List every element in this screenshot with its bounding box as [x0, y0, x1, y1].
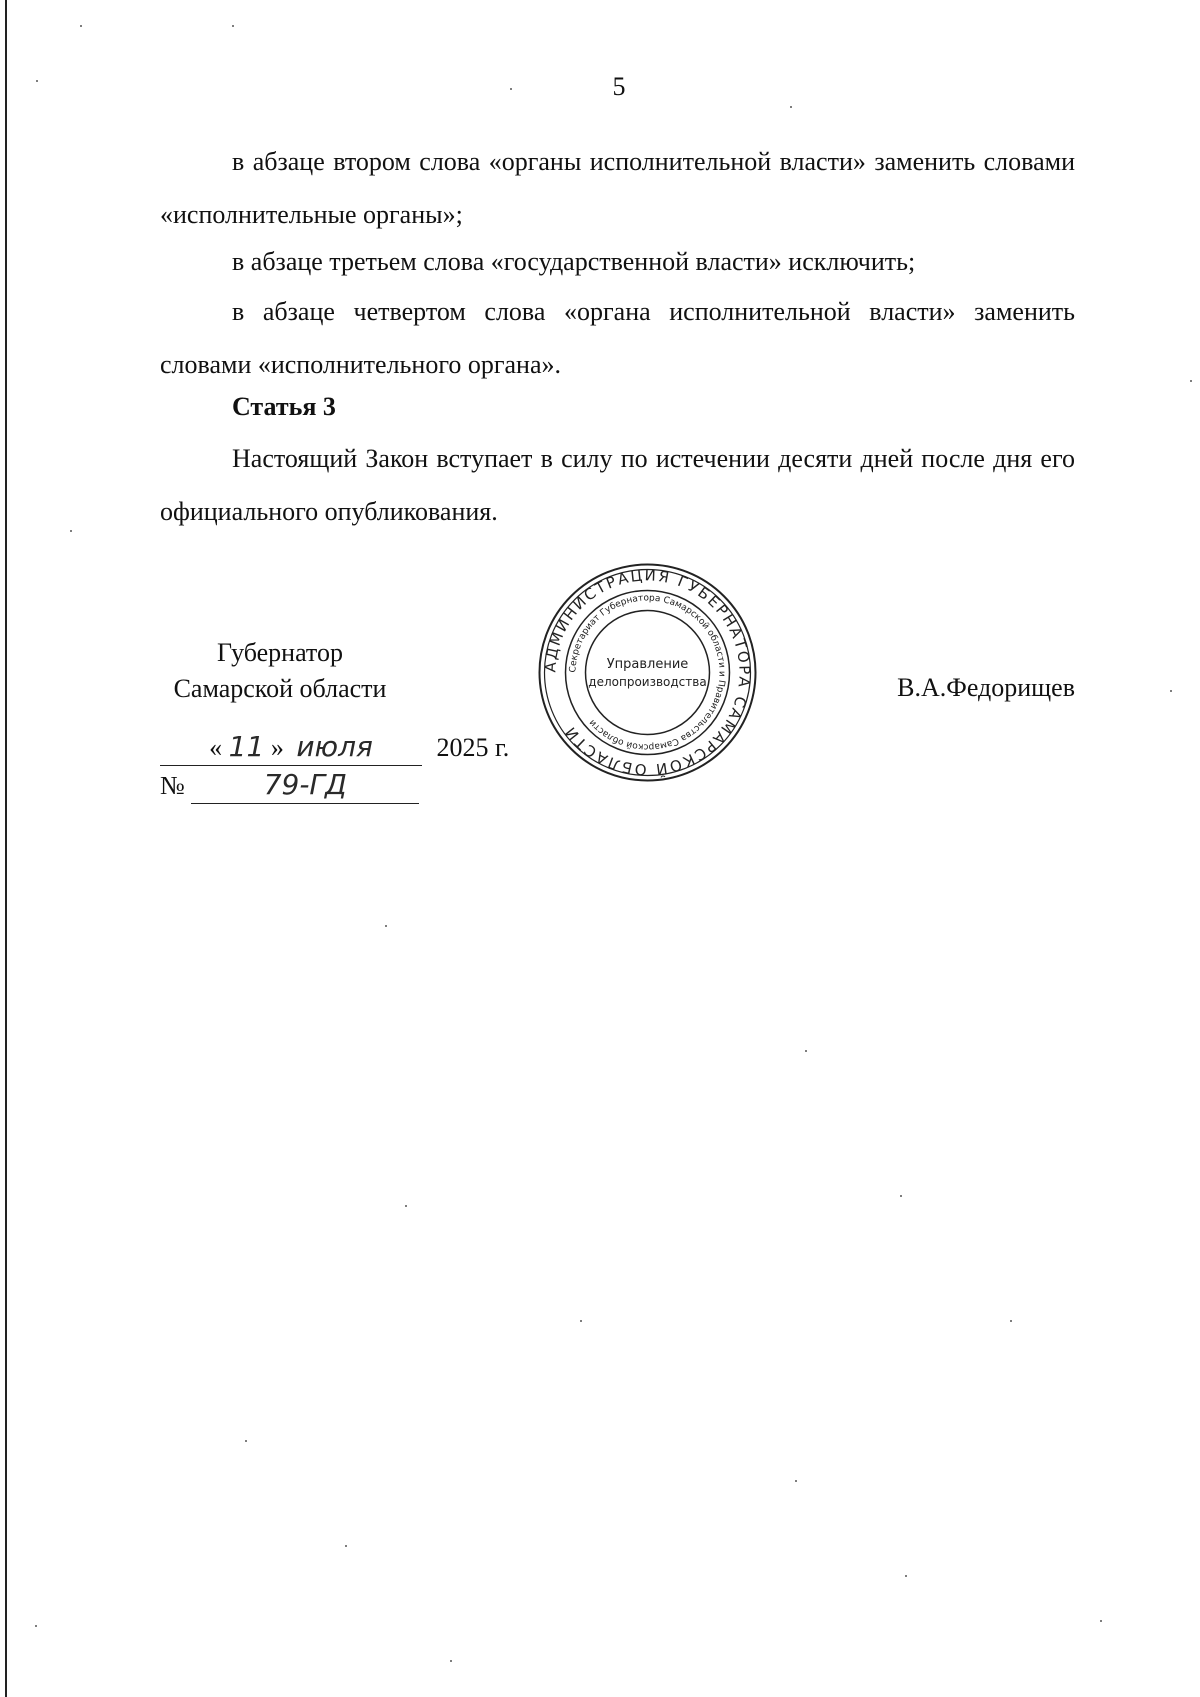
scan-speck [805, 1050, 807, 1052]
paragraph-2: в абзаце третьем слова «государственной власти» исключить; [232, 247, 916, 276]
signatory-title [160, 635, 400, 707]
signatory-name: В.А.Федорищев [897, 673, 1075, 702]
scan-speck [80, 25, 82, 27]
article-heading: Статья 3 [232, 392, 336, 421]
law-number-value: 79-ГД [263, 768, 347, 801]
scan-speck [405, 1205, 407, 1207]
scan-speck [790, 106, 792, 108]
scan-speck [345, 1545, 347, 1547]
paragraph-1: в абзаце втором слова «органы исполнительной власти» заменить словами «исполнительные органы»; [160, 147, 1075, 229]
scan-speck [245, 1440, 247, 1442]
date-month: июля [296, 730, 373, 763]
scan-speck [232, 25, 234, 27]
scan-speck [70, 530, 72, 532]
page-number: 5 [612, 72, 626, 101]
paragraph-4: Настоящий Закон вступает в силу по истечении десяти дней после дня его официального опубликования. [160, 444, 1075, 526]
scan-left-edge [5, 0, 7, 1697]
scan-speck [450, 1660, 452, 1662]
official-stamp [535, 560, 760, 785]
scan-speck [36, 80, 38, 82]
stamp-inner-ring [586, 611, 710, 735]
paragraph-3: в абзаце четвертом слова «органа исполнительной власти» заменить словами «исполнительного органа». [160, 297, 1075, 379]
date-handwritten-field [160, 730, 422, 766]
scan-speck [1100, 1620, 1102, 1622]
scan-speck [510, 88, 512, 90]
law-number [160, 768, 460, 808]
date-year: 2025 г. [436, 733, 510, 762]
scan-speck [35, 1625, 37, 1627]
scan-speck [900, 1195, 902, 1197]
signing-date [160, 730, 560, 770]
stamp-center-line2: делопроизводства [588, 675, 707, 689]
number-sign: № [160, 771, 185, 800]
scan-speck [385, 925, 387, 927]
date-open-quote: « [209, 733, 223, 762]
stamp-middle-ring [566, 591, 730, 755]
stamp-outer-text: АДМИНИСТРАЦИЯ ГУБЕРНАТОРА САМАРСКОЙ ОБЛАСТИ [541, 566, 754, 779]
signatory-title-line1: Губернатор [217, 638, 343, 667]
signatory-title-line2: Самарской области [173, 674, 387, 703]
date-day: 11 [228, 730, 265, 763]
law-number-field [191, 768, 419, 804]
scan-speck [1190, 380, 1192, 382]
stamp-inner-ring-text: Секретариат Губернатора Самарской области и Правительства Самарской области [568, 593, 727, 752]
scan-speck [580, 1320, 582, 1322]
date-close-quote: » [270, 733, 284, 762]
scan-speck [795, 1480, 797, 1482]
scan-speck [1010, 1320, 1012, 1322]
stamp-center-line1: Управление [606, 657, 689, 672]
scan-speck [905, 1575, 907, 1577]
scan-speck [1170, 690, 1172, 692]
